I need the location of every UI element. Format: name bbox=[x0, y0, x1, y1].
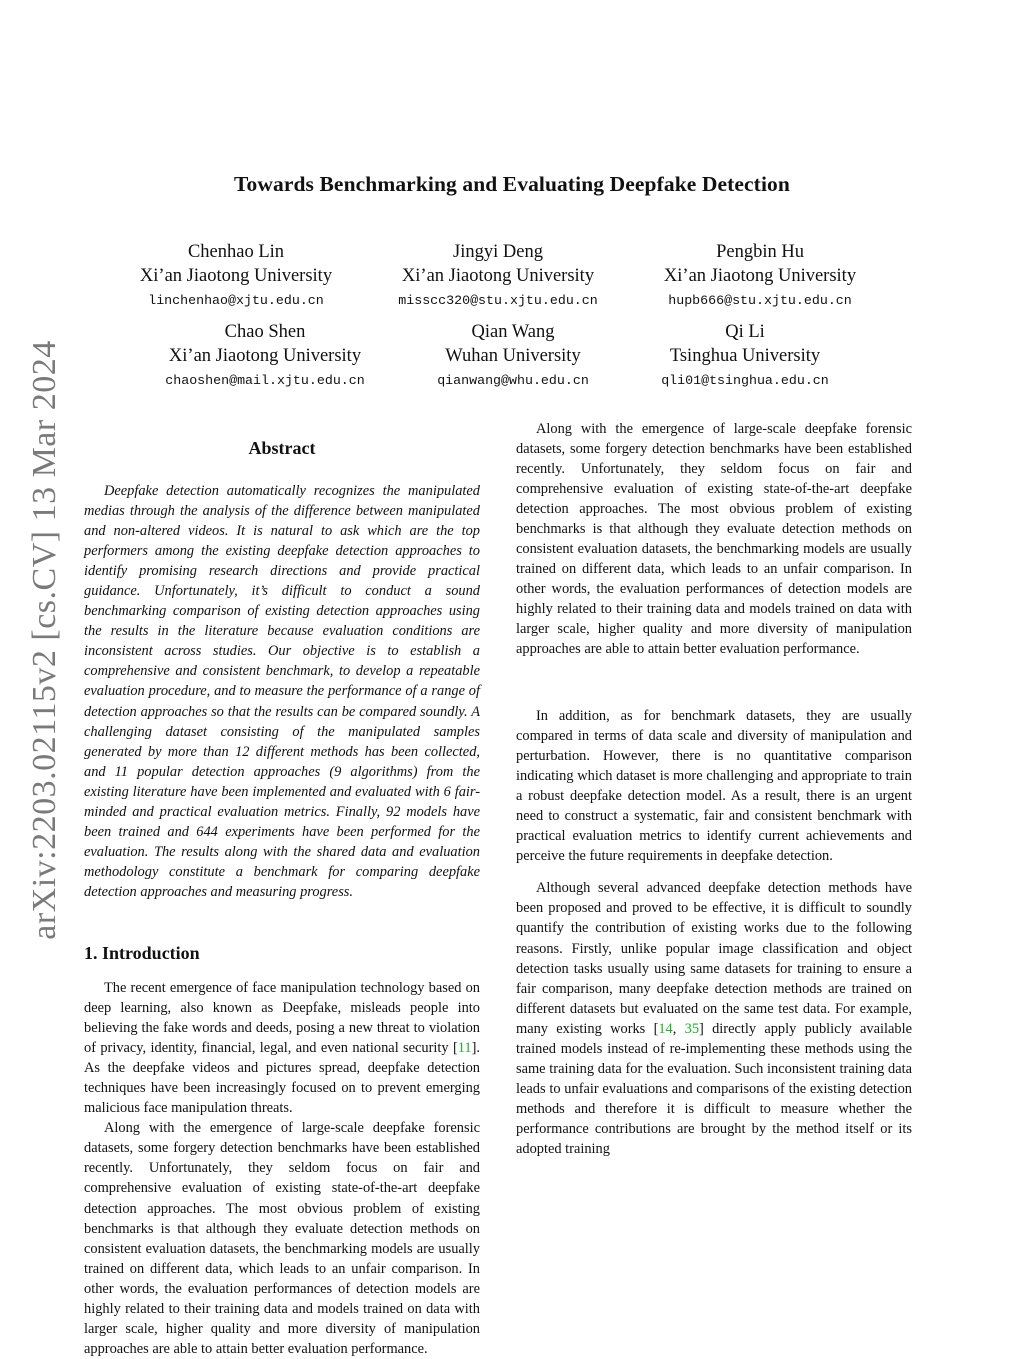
abstract-heading: Abstract bbox=[248, 438, 316, 458]
section-heading-introduction: 1. Introduction bbox=[84, 942, 200, 963]
abstract-text: Deepfake detection automatically recognizes the manipulated medias through the analysis of the difference between manipulated and non-altered videos. It is natural to ask which are the top performers among the existing deepfake detection approaches to identify promising research directions and provide practical guidance. Unfortunately, it’s difficult to conduct a sound benchmarking comparison of existing detection approaches using the results in the literature because evaluation conditions are inconsistent across studies. Our objective is to establish a comprehensive and consistent benchmark, to develop a repeatable evaluation procedure, and to measure the performance of a range of detection approaches so that the results can be compared soundly. A challenging dataset consisting of the manipulated samples generated by more than 12 different methods has been collected, and 11 popular detection approaches (9 algorithms) from the existing literature have been implemented and evaluated with 6 fair-minded and practical evaluation metrics. Finally, 92 models have been trained and 644 experiments have been performed for the evaluation. The results along with the shared data and evaluation methodology constitute a benchmark for comparing deepfake detection approaches and measuring progress. bbox=[84, 483, 480, 900]
author-affiliation: Xi’an Jiaotong University bbox=[168, 346, 362, 366]
arxiv-identifier: arXiv:2203.02115v2 [cs.CV] 13 Mar 2024 bbox=[26, 340, 63, 940]
citation-link[interactable]: 35 bbox=[684, 1020, 700, 1037]
author-name: Qi Li bbox=[725, 322, 765, 342]
intro-paragraph: The recent emergence of face manipulation technology based on deep learning, also known as Deepfake, misleads people into believing the fake words and deeds, posing a new threat to violation of privacy, identity, financial, legal, and even national security [11]. As the deepfake videos and pictures spread, deepfake detection techniques have been increasingly focused on to prevent emerging malicious face manipulation threats. bbox=[84, 979, 480, 1117]
author-email: linchenhao@xjtu.edu.cn bbox=[148, 293, 324, 308]
author-name: Chenhao Lin bbox=[187, 242, 285, 262]
author-email: chaoshen@mail.xjtu.edu.cn bbox=[165, 373, 365, 388]
author-email: qli01@tsinghua.edu.cn bbox=[661, 373, 829, 388]
author-affiliation: Tsinghua University bbox=[669, 346, 821, 366]
intro-paragraph-continued: Along with the emergence of large-scale deepfake forensic datasets, some forgery detection benchmarks have been established recently. Unfortunately, they seldom focus on fair and comprehensive evaluation of existing state-of-the-art deepfake detection approaches. The most obvious problem of existing benchmarks is that although they evaluate detection methods on consistent evaluation datasets, the benchmarking models are usually trained on different data, which leads to an unfair comparison. In other words, the evaluation performances of detection models are highly related to their training data and models trained on data with larger scale, higher quality and more diversity of manipulation approaches are able to attain better evaluation performance. bbox=[516, 420, 912, 658]
author-email: qianwang@whu.edu.cn bbox=[437, 373, 589, 388]
right-column bbox=[516, 420, 912, 701]
intro-paragraph: Although several advanced deepfake detection methods have been proposed and proved to be effective, it is difficult to soundly quantify the contribution of existing works due to the following reasons. Firstly, unlike popular image classification and object detection tasks usually using same datasets for training to ensure a fair comparison, many deepfake detection methods are trained on different datasets but evaluated on the same test data. For example, many existing works [14, 35] directly apply publicly available trained models instead of re-implementing these methods using the same training data for the evaluation. Such inconsistent training data leads to unfair evaluations and comparisons of the existing detection methods and therefore it is difficult to measure whether the performance contributions are brought by the method itself or its adopted training bbox=[516, 880, 912, 1157]
author-name: Jingyi Deng bbox=[453, 242, 543, 262]
author-block bbox=[595, 320, 895, 394]
intro-paragraph: Along with the emergence of large-scale deepfake forensic datasets, some forgery detection benchmarks have been established recently. Unfortunately, they seldom focus on fair and comprehensive evaluation of existing state-of-the-art deepfake detection approaches. The most obvious problem of existing benchmarks is that although they evaluate detection methods on consistent evaluation datasets, the benchmarking models are usually trained on different data, which leads to an unfair comparison. In other words, the evaluation performances of detection models are highly related to their training data and models trained on data with larger scale, higher quality and more diversity of manipulation approaches are able to attain better evaluation performance. bbox=[84, 1120, 480, 1357]
citation-link[interactable]: 14 bbox=[658, 1020, 673, 1037]
left-column bbox=[84, 437, 480, 1357]
author-name: Qian Wang bbox=[471, 322, 555, 342]
author-email: hupb666@stu.xjtu.edu.cn bbox=[668, 293, 852, 308]
author-affiliation: Xi’an Jiaotong University bbox=[401, 266, 595, 286]
author-affiliation: Wuhan University bbox=[445, 346, 581, 366]
author-block bbox=[86, 240, 386, 314]
paper-title: Towards Benchmarking and Evaluating Deepfake Detection bbox=[234, 172, 790, 196]
author-affiliation: Xi’an Jiaotong University bbox=[663, 266, 857, 286]
author-block bbox=[348, 240, 648, 314]
citation-link[interactable]: 11 bbox=[457, 1040, 472, 1057]
author-name: Chao Shen bbox=[224, 322, 306, 342]
author-email: misscc320@stu.xjtu.edu.cn bbox=[398, 293, 598, 308]
author-affiliation: Xi’an Jiaotong University bbox=[139, 266, 333, 286]
intro-paragraph: In addition, as for benchmark datasets, they are usually compared in terms of data scale and diversity of manipulation and perturbation. However, there is no quantitative comparison indicating which dataset is more challenging and appropriate to train a robust deepfake detection model. As a result, there is an urgent need to construct a systematic, fair and consistent benchmark with practical evaluation metrics to identify current achievements and perceive the future requirements in deepfake detection. bbox=[516, 708, 912, 865]
author-name: Pengbin Hu bbox=[716, 242, 804, 262]
right-column-continued bbox=[516, 706, 912, 1159]
author-block bbox=[610, 240, 910, 314]
